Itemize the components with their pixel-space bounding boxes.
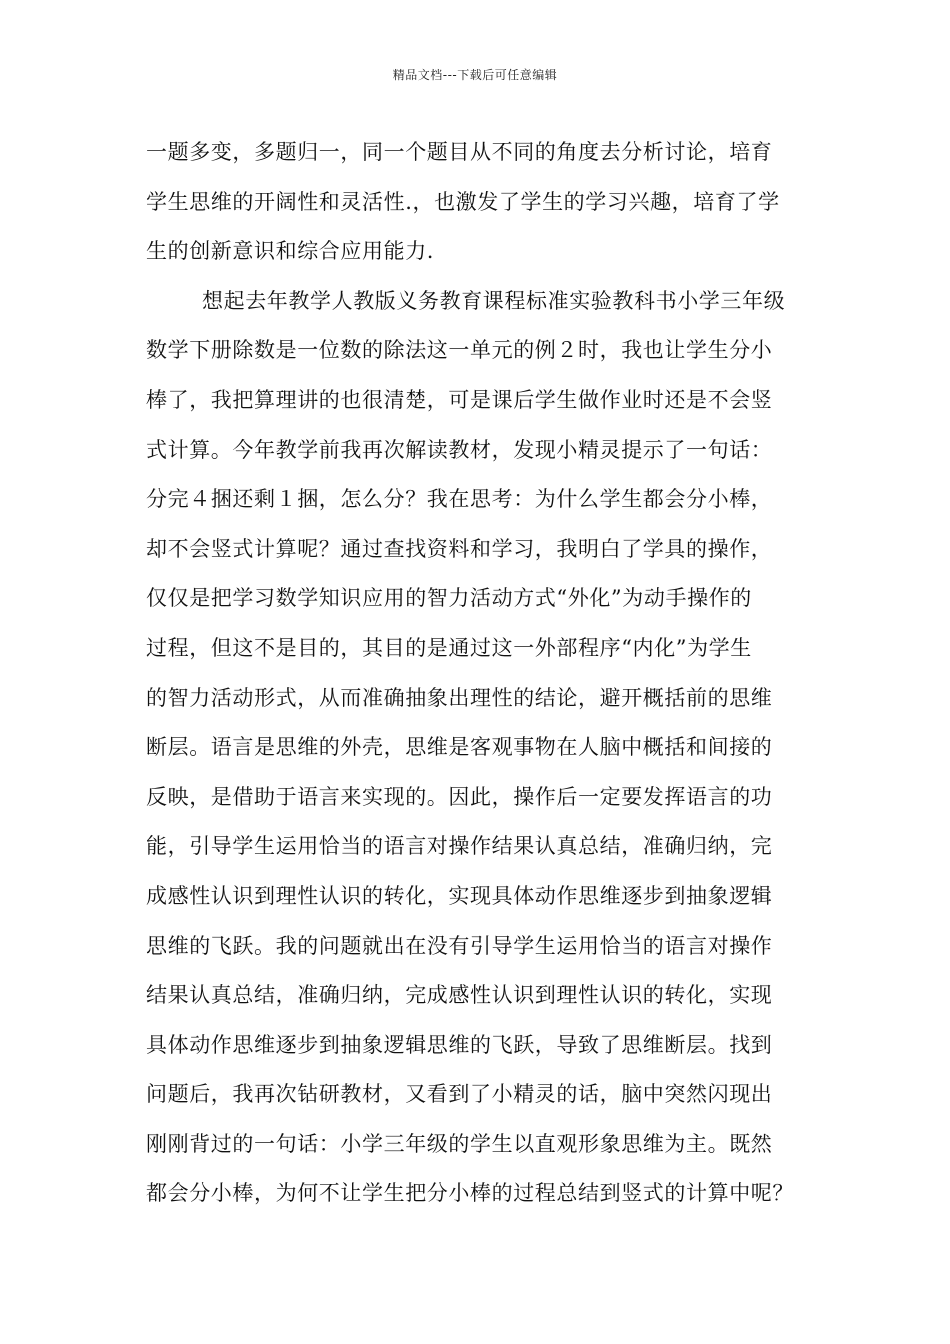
text-line: 断层。语言是思维的外壳，思维是客观事物在人脑中概括和间接的 [146, 735, 773, 760]
text-line: 结果认真总结，准确归纳，完成感性认识到理性认识的转化，实现 [146, 983, 773, 1008]
text-line: 却不会竖式计算呢？通过查找资料和学习，我明白了学具的操作， [146, 536, 773, 561]
text-line: 刚刚背过的一句话：小学三年级的学生以直观形象思维为主。既然 [146, 1131, 773, 1156]
text-line: 成感性认识到理性认识的转化，实现具体动作思维逐步到抽象逻辑 [146, 883, 773, 908]
text-line: 分完４捆还剩１捆，怎么分？我在思考：为什么学生都会分小棒， [146, 487, 773, 512]
text-line: 过程，但这不是目的，其目的是通过这一外部程序“内化”为学生 [146, 635, 752, 660]
body-text [146, 128, 836, 1219]
text-line: 数学下册除数是一位数的除法这一单元的例２时，我也让学生分小 [146, 338, 773, 363]
text-line: 问题后，我再次钻研教材，又看到了小精灵的话，脑中突然闪现出 [146, 1082, 773, 1107]
text-line: 棒了，我把算理讲的也很清楚，可是课后学生做作业时还是不会竖 [146, 387, 773, 412]
text-line: 生的创新意识和综合应用能力. [146, 239, 435, 264]
text-line: 能，引导学生运用恰当的语言对操作结果认真总结，准确归纳，完 [146, 834, 773, 859]
text-line: 都会分小棒，为何不让学生把分小棒的过程总结到竖式的计算中呢？ [146, 1181, 794, 1206]
text-line: 仅仅是把学习数学知识应用的智力活动方式“外化”为动手操作的 [146, 586, 752, 611]
text-line: 反映，是借助于语言来实现的。因此，操作后一定要发挥语言的功 [146, 784, 773, 809]
text-line: 的智力活动形式，从而准确抽象出理性的结论，避开概括前的思维 [146, 685, 773, 710]
paragraph-first-line: 想起去年教学人教版义务教育课程标准实验教科书小学三年级 [202, 288, 786, 313]
text-line: 思维的飞跃。我的问题就出在没有引导学生运用恰当的语言对操作 [146, 933, 773, 958]
text-line: 学生思维的开阔性和灵活性.，也激发了学生的学习兴趣，培育了学 [146, 189, 780, 214]
page-header: 精品文档---下载后可任意编辑 [392, 68, 558, 82]
text-line: 一题多变，多题归一，同一个题目从不同的角度去分析讨论，培育 [146, 140, 773, 164]
text-line: 具体动作思维逐步到抽象逻辑思维的飞跃，导致了思维断层。找到 [146, 1032, 773, 1057]
text-line: 式计算。今年教学前我再次解读教材，发现小精灵提示了一句话： [146, 437, 773, 462]
